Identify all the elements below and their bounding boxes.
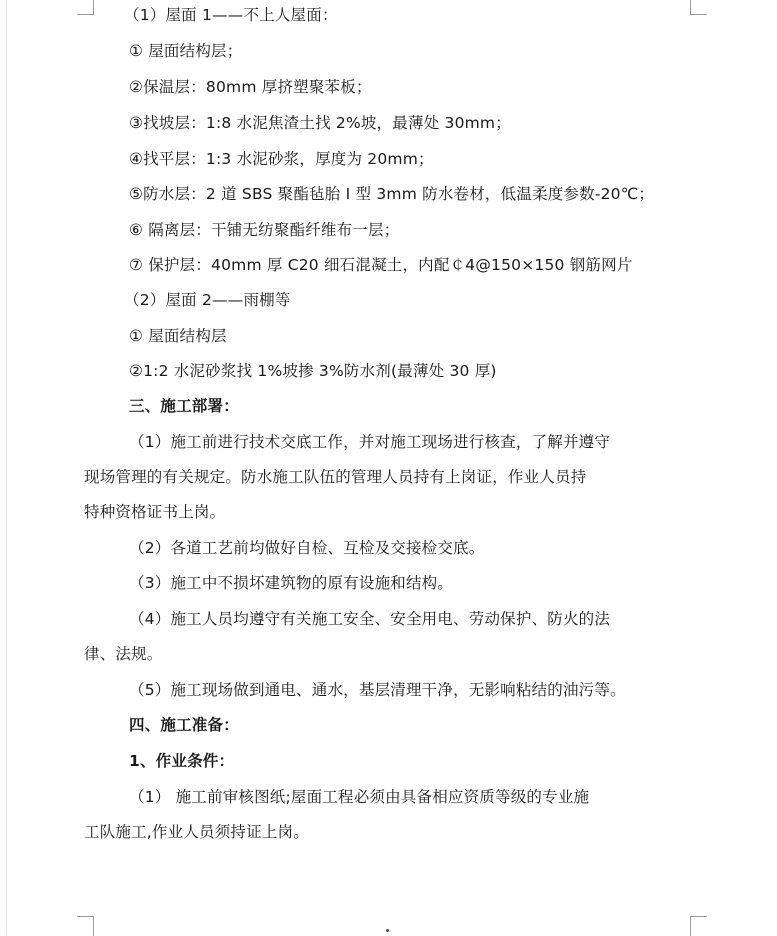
roof1-item-1: ① 屋面结构层； (129, 42, 243, 60)
page-number-dot (386, 929, 389, 932)
roof1-item-6: ⑥ 隔离层：干铺无纺聚酯纤维布一层； (129, 221, 400, 239)
subsection-1-heading: 1、作业条件： (129, 752, 235, 770)
roof2-item-1: ① 屋面结构层 (129, 327, 227, 345)
roof2-item-2: ②1:2 水泥砂浆找 1%坡掺 3%防水剂(最薄处 30 厚) (129, 362, 497, 380)
deployment-para-1-line-3: 特种资格证书上岗。 (84, 503, 226, 521)
section-3-heading: 三、施工部署： (129, 397, 239, 415)
deployment-para-5: （5）施工现场做到通电、通水，基层清理干净，无影响粘结的油污等。 (129, 681, 626, 699)
crop-mark-bottom-left (77, 916, 94, 936)
deployment-para-1-line-1: （1）施工前进行技术交底工作，并对施工现场进行核查，了解并遵守 (129, 433, 611, 451)
roof1-item-4: ④找平层：1:3 水泥砂浆，厚度为 20mm； (129, 150, 434, 168)
conditions-para-1-line-1: （1） 施工前审核图纸;屋面工程必须由具备相应资质等级的专业施 (129, 788, 590, 806)
deployment-para-4-line-1: （4）施工人员均遵守有关施工安全、安全用电、劳动保护、防火的法 (129, 610, 611, 628)
conditions-para-1-line-2: 工队施工,作业人员须持证上岗。 (84, 823, 309, 841)
roof1-item-5: ⑤防水层：2 道 SBS 聚酯毡胎 I 型 3mm 防水卷材，低温柔度参数-20℃； (129, 185, 655, 203)
roof1-heading: （1）屋面 1——不上人屋面： (124, 6, 338, 24)
roof1-item-3: ③找坡层：1:8 水泥焦渣土找 2%坡，最薄处 30mm； (129, 114, 511, 132)
roof1-item-2: ②保温层：80mm 厚挤塑聚苯板； (129, 78, 372, 96)
roof2-heading: （2）屋面 2——雨棚等 (124, 291, 291, 309)
crop-mark-top-left (77, 0, 94, 15)
deployment-para-4-line-2: 律、法规。 (84, 645, 163, 663)
section-4-heading: 四、施工准备： (129, 716, 239, 734)
page-edge (6, 0, 7, 935)
roof1-item-7: ⑦ 保护层：40mm 厚 C20 细石混凝土，内配￠4@150×150 钢筋网片 (129, 256, 633, 274)
deployment-para-1-line-2: 现场管理的有关规定。防水施工队伍的管理人员持有上岗证，作业人员持 (84, 468, 587, 486)
crop-mark-bottom-right (690, 916, 707, 936)
deployment-para-2: （2）各道工艺前均做好自检、互检及交接检交底。 (129, 539, 485, 557)
deployment-para-3: （3）施工中不损坏建筑物的原有设施和结构。 (129, 574, 454, 592)
crop-mark-top-right (690, 0, 707, 15)
